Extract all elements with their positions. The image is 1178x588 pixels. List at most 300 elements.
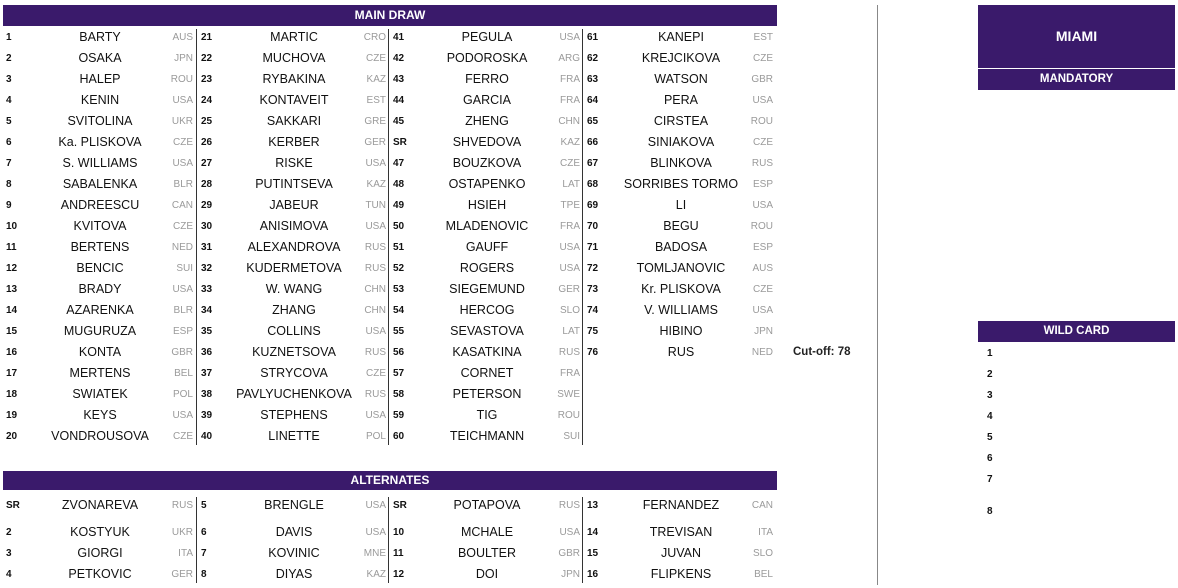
- player-name: MUGURUZA: [63, 324, 137, 338]
- player-name: BEGU: [663, 219, 699, 233]
- seed-number: 48: [393, 179, 405, 190]
- player-name: GIORGI: [77, 546, 123, 560]
- player-name: GARCIA: [463, 93, 511, 107]
- seed-number: 32: [201, 263, 213, 274]
- table-row: [198, 153, 390, 174]
- player-name: SINIAKOVA: [647, 135, 715, 149]
- table-row: [390, 300, 584, 321]
- player-name: STRYCOVA: [260, 366, 328, 380]
- country-code: TUN: [365, 200, 386, 211]
- table-row: [390, 237, 584, 258]
- country-code: KAZ: [366, 74, 386, 85]
- table-row: [3, 405, 197, 426]
- seed-number: 14: [6, 305, 18, 316]
- tournament-name: MIAMI: [978, 5, 1175, 68]
- seed-number: 55: [393, 326, 405, 337]
- table-row: [198, 237, 390, 258]
- player-name: SEVASTOVA: [450, 324, 524, 338]
- country-code: USA: [172, 284, 193, 295]
- player-name: KUZNETSOVA: [252, 345, 336, 359]
- player-name: FERRO: [465, 72, 509, 86]
- seed-number: 66: [587, 137, 599, 148]
- player-name: W. WANG: [265, 282, 323, 296]
- country-code: NED: [751, 347, 773, 358]
- table-row: [198, 522, 390, 543]
- player-name: DAVIS: [275, 525, 313, 539]
- table-row: [390, 69, 584, 90]
- table-row: [198, 174, 390, 195]
- seed-number: 26: [201, 137, 213, 148]
- seed-number: 13: [6, 284, 18, 295]
- table-row: [390, 48, 584, 69]
- seed-number: 18: [6, 389, 18, 400]
- seed-number: 11: [6, 242, 17, 253]
- country-code: UKR: [171, 116, 193, 127]
- seed-number: 56: [393, 347, 405, 358]
- player-name: TOMLJANOVIC: [636, 261, 726, 275]
- seed-number: 3: [6, 548, 12, 559]
- table-row: [584, 153, 777, 174]
- player-name: BOULTER: [457, 546, 517, 560]
- seed-number: 30: [201, 221, 213, 232]
- country-code: ROU: [557, 410, 580, 421]
- table-row: [198, 342, 390, 363]
- player-name: HIBINO: [659, 324, 703, 338]
- table-row: [198, 363, 390, 384]
- table-row: [3, 258, 197, 279]
- table-row: [390, 216, 584, 237]
- country-code: USA: [172, 95, 193, 106]
- table-row: [390, 495, 584, 516]
- table-row: [390, 543, 584, 564]
- table-row: [198, 90, 390, 111]
- seed-number: 29: [201, 200, 213, 211]
- table-row: [3, 237, 197, 258]
- country-code: USA: [365, 326, 386, 337]
- seed-number: 62: [587, 53, 599, 64]
- player-name: WATSON: [654, 72, 708, 86]
- table-row: [390, 363, 584, 384]
- seed-number: 14: [587, 527, 599, 538]
- player-name: S. WILLIAMS: [62, 156, 138, 170]
- table-row: [198, 426, 390, 447]
- country-code: AUS: [172, 32, 193, 43]
- player-name: MCHALE: [460, 525, 514, 539]
- country-code: USA: [365, 500, 386, 511]
- seed-number: SR: [393, 137, 407, 148]
- wild-card-slot: 2: [987, 369, 993, 380]
- seed-number: 2: [6, 53, 12, 64]
- table-row: [198, 405, 390, 426]
- player-name: SHVEDOVA: [452, 135, 522, 149]
- table-row: [584, 321, 777, 342]
- seed-number: 4: [6, 569, 12, 580]
- table-row: [584, 195, 777, 216]
- country-code: LAT: [562, 179, 580, 190]
- seed-number: 2: [6, 527, 12, 538]
- country-code: RUS: [364, 263, 386, 274]
- seed-number: 45: [393, 116, 405, 127]
- seed-number: 50: [393, 221, 405, 232]
- table-row: [584, 90, 777, 111]
- seed-number: 69: [587, 200, 599, 211]
- country-code: UKR: [171, 527, 193, 538]
- wild-card-slot: 5: [987, 432, 993, 443]
- player-name: VONDROUSOVA: [51, 429, 149, 443]
- player-name: Kr. PLISKOVA: [641, 282, 721, 296]
- country-code: RUS: [751, 158, 773, 169]
- player-name: TIG: [476, 408, 498, 422]
- seed-number: 35: [201, 326, 213, 337]
- player-name: ALEXANDROVA: [247, 240, 341, 254]
- player-name: ZVONAREVA: [61, 498, 139, 512]
- seed-number: 13: [587, 500, 599, 511]
- seed-number: 15: [6, 326, 18, 337]
- country-code: SWE: [557, 389, 580, 400]
- table-row: [390, 321, 584, 342]
- country-code: KAZ: [560, 137, 580, 148]
- country-code: GER: [558, 284, 580, 295]
- table-row: [198, 543, 390, 564]
- table-row: [3, 321, 197, 342]
- table-row: [3, 69, 197, 90]
- table-row: [584, 132, 777, 153]
- player-name: DOI: [475, 567, 499, 581]
- country-code: KAZ: [366, 569, 386, 580]
- player-name: OSTAPENKO: [448, 177, 526, 191]
- player-name: PAVLYUCHENKOVA: [236, 387, 352, 401]
- country-code: FRA: [560, 95, 580, 106]
- country-code: USA: [559, 527, 580, 538]
- country-code: RUS: [364, 242, 386, 253]
- wild-card-slot: 3: [987, 390, 993, 401]
- player-name: RYBAKINA: [262, 72, 326, 86]
- country-code: USA: [172, 158, 193, 169]
- table-row: [584, 258, 777, 279]
- table-row: [3, 153, 197, 174]
- seed-number: 59: [393, 410, 405, 421]
- table-row: [198, 495, 390, 516]
- country-code: ITA: [758, 527, 773, 538]
- player-name: FERNANDEZ: [642, 498, 720, 512]
- seed-number: 61: [587, 32, 599, 43]
- country-code: GER: [171, 569, 193, 580]
- player-name: PETERSON: [452, 387, 522, 401]
- seed-number: 67: [587, 158, 599, 169]
- country-code: BEL: [174, 368, 193, 379]
- country-code: SLO: [559, 305, 580, 316]
- country-code: CZE: [173, 221, 193, 232]
- column-separator: [196, 29, 197, 445]
- table-row: [584, 300, 777, 321]
- seed-number: 25: [201, 116, 213, 127]
- player-name: PERA: [663, 93, 699, 107]
- seed-number: 60: [393, 431, 405, 442]
- seed-number: 39: [201, 410, 213, 421]
- wild-card-slot: 1: [987, 348, 993, 359]
- seed-number: 22: [201, 53, 213, 64]
- table-row: [198, 195, 390, 216]
- seed-number: 70: [587, 221, 599, 232]
- table-row: [3, 195, 197, 216]
- player-name: KOSTYUK: [70, 525, 130, 539]
- seed-number: 28: [201, 179, 213, 190]
- player-name: BRADY: [78, 282, 122, 296]
- table-row: [3, 522, 197, 543]
- table-row: [390, 27, 584, 48]
- player-name: V. WILLIAMS: [644, 303, 718, 317]
- table-row: [3, 27, 197, 48]
- country-code: EST: [753, 32, 773, 43]
- player-name: DIYAS: [275, 567, 313, 581]
- player-name: BENCIC: [76, 261, 124, 275]
- player-name: BLINKOVA: [650, 156, 712, 170]
- seed-number: 40: [201, 431, 213, 442]
- country-code: CZE: [753, 53, 773, 64]
- seed-number: 36: [201, 347, 213, 358]
- table-row: [198, 564, 390, 585]
- player-name: TEICHMANN: [449, 429, 525, 443]
- country-code: GER: [364, 137, 386, 148]
- seed-number: 41: [393, 32, 405, 43]
- seed-number: 54: [393, 305, 405, 316]
- player-name: ANISIMOVA: [259, 219, 329, 233]
- seed-number: 15: [587, 548, 599, 559]
- country-code: CHN: [364, 284, 386, 295]
- table-row: [390, 153, 584, 174]
- player-name: MUCHOVA: [262, 51, 326, 65]
- country-code: CZE: [366, 368, 386, 379]
- country-code: USA: [752, 95, 773, 106]
- table-row: [390, 132, 584, 153]
- player-name: AZARENKA: [66, 303, 134, 317]
- seed-number: 42: [393, 53, 405, 64]
- seed-number: 16: [587, 569, 599, 580]
- country-code: GRE: [364, 116, 386, 127]
- player-name: COLLINS: [267, 324, 321, 338]
- country-code: FRA: [560, 74, 580, 85]
- country-code: CZE: [173, 431, 193, 442]
- country-code: ESP: [172, 326, 193, 337]
- country-code: GBR: [558, 548, 580, 559]
- country-code: CZE: [366, 53, 386, 64]
- seed-number: 12: [6, 263, 18, 274]
- seed-number: 58: [393, 389, 405, 400]
- player-name: PODOROSKA: [446, 51, 528, 65]
- country-code: POL: [365, 431, 386, 442]
- table-row: [584, 48, 777, 69]
- table-row: [198, 300, 390, 321]
- table-row: [390, 426, 584, 447]
- player-name: ZHANG: [272, 303, 316, 317]
- seed-number: 43: [393, 74, 405, 85]
- table-row: [390, 111, 584, 132]
- seed-number: 19: [6, 410, 18, 421]
- table-row: [584, 495, 777, 516]
- wild-card-slot: 7: [987, 474, 993, 485]
- table-row: [584, 27, 777, 48]
- player-name: SABALENKA: [62, 177, 138, 191]
- table-row: [584, 279, 777, 300]
- country-code: RUS: [364, 389, 386, 400]
- country-code: ROU: [170, 74, 193, 85]
- country-code: USA: [752, 305, 773, 316]
- seed-number: 8: [6, 179, 12, 190]
- cutoff-label: Cut-off: 78: [793, 346, 851, 358]
- country-code: CZE: [173, 137, 193, 148]
- seed-number: 49: [393, 200, 405, 211]
- country-code: BEL: [754, 569, 773, 580]
- table-row: [198, 279, 390, 300]
- seed-number: 52: [393, 263, 405, 274]
- player-name: JABEUR: [269, 198, 319, 212]
- seed-number: 5: [6, 116, 12, 127]
- country-code: NED: [171, 242, 193, 253]
- country-code: RUS: [364, 347, 386, 358]
- country-code: USA: [365, 158, 386, 169]
- country-code: GBR: [751, 74, 773, 85]
- seed-number: 34: [201, 305, 213, 316]
- seed-number: 51: [393, 242, 405, 253]
- country-code: POL: [172, 389, 193, 400]
- country-code: USA: [559, 263, 580, 274]
- table-row: [390, 279, 584, 300]
- column-separator: [196, 497, 197, 583]
- seed-number: 24: [201, 95, 213, 106]
- seed-number: 12: [393, 569, 405, 580]
- country-code: CHN: [558, 116, 580, 127]
- table-row: [390, 174, 584, 195]
- country-code: SUI: [563, 431, 580, 442]
- seed-number: 31: [201, 242, 213, 253]
- seed-number: 3: [6, 74, 12, 85]
- table-row: [3, 132, 197, 153]
- country-code: RUS: [171, 500, 193, 511]
- table-row: [3, 300, 197, 321]
- seed-number: 64: [587, 95, 599, 106]
- seed-number: 27: [201, 158, 213, 169]
- country-code: EST: [366, 95, 386, 106]
- player-name: RISKE: [275, 156, 313, 170]
- seed-number: 44: [393, 95, 405, 106]
- seed-number: 76: [587, 347, 599, 358]
- seed-number: 53: [393, 284, 405, 295]
- country-code: RUS: [558, 500, 580, 511]
- player-name: KONTAVEIT: [259, 93, 329, 107]
- table-row: [390, 522, 584, 543]
- country-code: MNE: [363, 548, 386, 559]
- player-name: KONTA: [78, 345, 122, 359]
- country-code: USA: [752, 200, 773, 211]
- table-row: [584, 174, 777, 195]
- player-name: HERCOG: [459, 303, 515, 317]
- country-code: USA: [365, 410, 386, 421]
- table-row: [198, 321, 390, 342]
- seed-number: 33: [201, 284, 213, 295]
- player-name: MERTENS: [69, 366, 131, 380]
- table-row: [584, 543, 777, 564]
- seed-number: SR: [6, 500, 20, 511]
- country-code: SUI: [176, 263, 193, 274]
- seed-number: 16: [6, 347, 18, 358]
- country-code: BLR: [173, 179, 193, 190]
- country-code: ARG: [558, 53, 580, 64]
- table-row: [584, 69, 777, 90]
- country-code: JPN: [561, 569, 580, 580]
- player-name: OSAKA: [78, 51, 122, 65]
- table-row: [3, 111, 197, 132]
- country-code: CZE: [560, 158, 580, 169]
- country-code: CRO: [363, 32, 386, 43]
- country-code: KAZ: [366, 179, 386, 190]
- seed-number: 71: [587, 242, 599, 253]
- player-name: TREVISAN: [649, 525, 713, 539]
- seed-number: 65: [587, 116, 599, 127]
- seed-number: 63: [587, 74, 599, 85]
- wild-card-slot: 6: [987, 453, 993, 464]
- table-row: [3, 174, 197, 195]
- table-row: [198, 111, 390, 132]
- country-code: JPN: [754, 326, 773, 337]
- player-name: BERTENS: [70, 240, 130, 254]
- country-code: CHN: [364, 305, 386, 316]
- wild-card-slot: 8: [987, 506, 993, 517]
- country-code: FRA: [560, 221, 580, 232]
- country-code: CAN: [171, 200, 193, 211]
- country-code: CZE: [753, 137, 773, 148]
- seed-number: 20: [6, 431, 18, 442]
- player-name: FLIPKENS: [650, 567, 712, 581]
- table-row: [3, 279, 197, 300]
- seed-number: 75: [587, 326, 599, 337]
- player-name: LINETTE: [268, 429, 320, 443]
- country-code: RUS: [558, 347, 580, 358]
- table-row: [3, 342, 197, 363]
- country-code: ROU: [750, 221, 773, 232]
- player-name: PEGULA: [461, 30, 513, 44]
- country-code: SLO: [752, 548, 773, 559]
- country-code: CAN: [751, 500, 773, 511]
- country-code: ESP: [752, 179, 773, 190]
- table-row: [198, 384, 390, 405]
- player-name: MLADENOVIC: [445, 219, 529, 233]
- table-row: [3, 48, 197, 69]
- player-name: KANEPI: [658, 30, 704, 44]
- table-row: [3, 543, 197, 564]
- country-code: BLR: [173, 305, 193, 316]
- table-row: [390, 90, 584, 111]
- player-name: SVITOLINA: [67, 114, 133, 128]
- player-name: Ka. PLISKOVA: [58, 135, 142, 149]
- player-name: CORNET: [460, 366, 514, 380]
- seed-number: 9: [6, 200, 12, 211]
- player-name: MARTIC: [270, 30, 318, 44]
- player-name: HALEP: [79, 72, 121, 86]
- seed-number: 72: [587, 263, 599, 274]
- seed-number: 73: [587, 284, 599, 295]
- player-name: BARTY: [79, 30, 121, 44]
- country-code: TPE: [560, 200, 580, 211]
- tournament-category: MANDATORY: [978, 69, 1175, 90]
- table-row: [390, 195, 584, 216]
- column-separator: [582, 29, 583, 445]
- country-code: FRA: [560, 368, 580, 379]
- player-name: BADOSA: [654, 240, 708, 254]
- country-code: JPN: [174, 53, 193, 64]
- table-row: [3, 564, 197, 585]
- table-row: [198, 258, 390, 279]
- country-code: ITA: [178, 548, 193, 559]
